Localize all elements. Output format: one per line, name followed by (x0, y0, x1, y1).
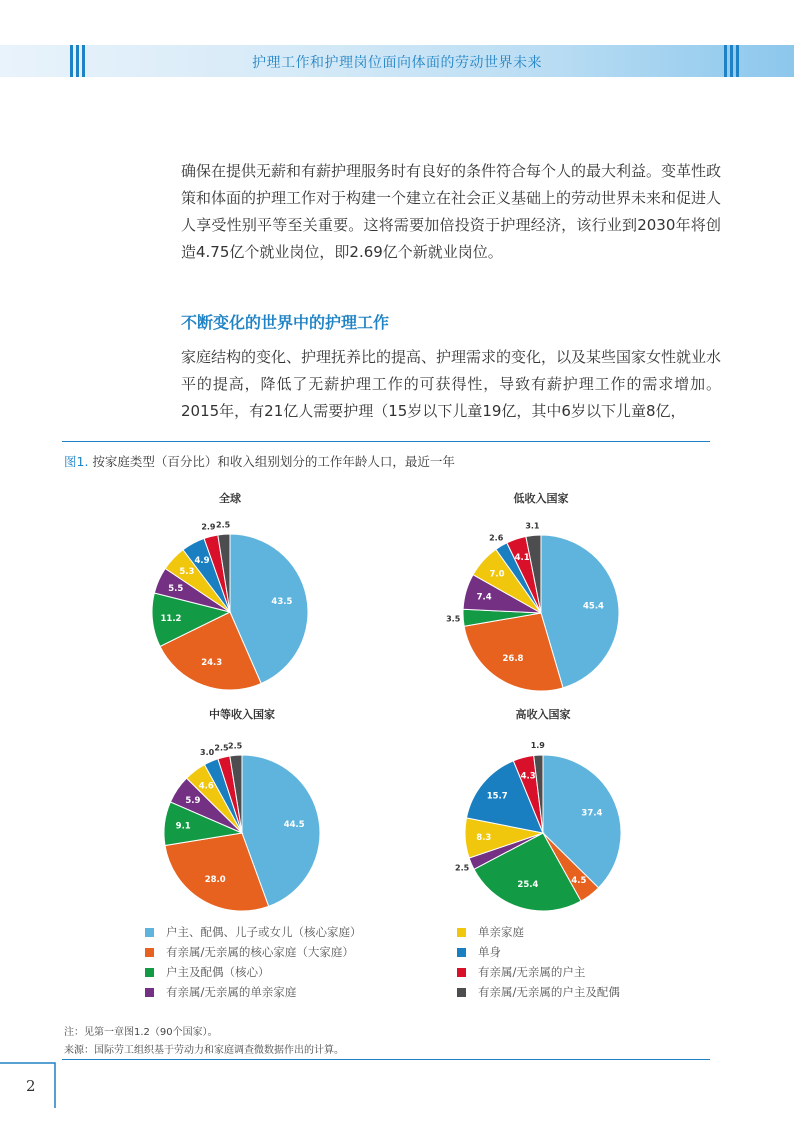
pie-slice-label: 4.1 (514, 552, 530, 563)
pie-charts (0, 480, 794, 920)
pie-slice-label: 7.0 (489, 569, 505, 580)
figure-caption (64, 452, 455, 470)
pie-slice-label: 26.8 (502, 654, 524, 664)
pie-title: 高收入国家 (515, 708, 571, 721)
pie-slice-label: 2.5 (455, 863, 470, 873)
pie-slice-label: 2.6 (489, 533, 504, 543)
legend-item (145, 962, 362, 982)
legend-item (145, 942, 362, 962)
figure-caption-text: 按家庭类型（百分比）和收入组别划分的工作年龄人口，最近一年 (92, 454, 455, 469)
pie-slice-label: 3.0 (200, 748, 215, 758)
pie-slice-label: 2.5 (214, 743, 229, 753)
pie-slice-label: 24.3 (201, 657, 223, 668)
pie-slice-label: 3.1 (525, 521, 540, 531)
legend-swatch (145, 988, 154, 997)
pie-slice-label: 4.5 (571, 876, 587, 887)
pie-slice-label: 9.1 (175, 821, 191, 832)
legend-swatch (457, 968, 466, 977)
pie-slice-label: 5.3 (179, 567, 195, 578)
intro-paragraph (181, 158, 721, 266)
legend-item (457, 962, 620, 982)
page-number: 2 (26, 1077, 36, 1095)
pie-slice-label: 2.9 (201, 522, 216, 532)
pie-slice-label: 11.2 (160, 614, 182, 625)
legend-label: 有亲属/无亲属的户主及配偶 (478, 985, 620, 999)
legend-left (145, 922, 362, 1002)
legend-swatch (145, 928, 154, 937)
pie-slice-label: 7.4 (476, 592, 492, 603)
section-paragraph-text: 家庭结构的变化、护理抚养比的提高、护理需求的变化，以及某些国家女性就业水平的提高，降低了无薪护理工作的可获得性，导致有薪护理工作的需求增加。2015年，有21亿人需要护理（15岁以下儿童19亿，其中6岁以下儿童8亿， (181, 348, 722, 420)
pie-slice-label: 4.9 (194, 555, 210, 566)
legend-swatch (145, 948, 154, 957)
pie-slice-label: 1.9 (530, 741, 545, 751)
pie-slice-label: 43.5 (271, 597, 293, 608)
legend-label: 单身 (478, 945, 501, 959)
figure-note: 注：见第一章图1.2（90个国家）。 (64, 1027, 218, 1038)
legend-swatch (145, 968, 154, 977)
pie-slice-label: 37.4 (581, 808, 603, 819)
pie-slice-label: 44.5 (283, 819, 305, 830)
legend-label: 有亲属/无亲属的核心家庭（大家庭） (166, 945, 354, 959)
legend-swatch (457, 948, 466, 957)
pie-title: 低收入国家 (513, 492, 569, 505)
legend-swatch (457, 988, 466, 997)
legend-right (457, 922, 620, 1002)
pie-chart-global (152, 491, 308, 690)
pie-slice-label: 2.5 (228, 741, 243, 751)
legend-label: 有亲属/无亲属的单亲家庭 (166, 985, 297, 999)
legend-label: 户主、配偶、儿子或女儿（核心家庭） (166, 925, 362, 939)
figure-top-rule (62, 441, 710, 442)
figure-label: 图1. (64, 454, 89, 469)
pie-slice-label: 28.0 (204, 874, 226, 885)
pie-slice-label: 25.4 (517, 879, 539, 890)
section-paragraph (181, 344, 721, 425)
figure-bottom-rule (62, 1059, 710, 1060)
pie-slice-label: 2.5 (216, 520, 231, 530)
pie-slice-label: 45.4 (583, 601, 604, 612)
legend-label: 户主及配偶（核心） (166, 965, 270, 979)
pie-slice-label: 4.6 (198, 781, 214, 792)
legend-item (457, 982, 620, 1002)
legend-item (457, 942, 620, 962)
section-title: 不断变化的世界中的护理工作 (181, 313, 390, 332)
intro-paragraph-text: 确保在提供无薪和有薪护理服务时有良好的条件符合每个人的最大利益。变革性政策和体面的护理工作对于构建一个建立在社会正义基础上的劳动世界未来和促进人人享受性别平等至关重要。这将需要加倍投资于护理经济，该行业到2030年将创造4.75亿个就业岗位，即2.69亿个新就业岗位。 (181, 162, 722, 261)
legend-swatch (457, 928, 466, 937)
pie-chart-high-income (455, 707, 621, 911)
pie-title: 全球 (219, 492, 241, 505)
pie-chart-middle-income (164, 707, 320, 911)
legend-item (145, 982, 362, 1002)
pie-slice-label: 15.7 (486, 791, 508, 802)
pie-slice-label: 8.3 (476, 832, 492, 843)
header-title: 护理工作和护理岗位面向体面的劳动世界未来 (252, 55, 542, 71)
pie-slice-label: 5.5 (168, 583, 184, 594)
pie-slice-label: 4.3 (520, 771, 536, 782)
legend-item (457, 922, 620, 942)
pie-slice-label: 3.5 (446, 614, 461, 624)
legend-item (145, 922, 362, 942)
legend-label: 单亲家庭 (478, 925, 524, 939)
pie-slice-label: 5.9 (185, 795, 201, 806)
pie-chart-low-income (446, 491, 619, 691)
pie-title: 中等收入国家 (209, 708, 275, 721)
figure-source: 来源：国际劳工组织基于劳动力和家庭调查微数据作出的计算。 (64, 1045, 344, 1056)
legend-label: 有亲属/无亲属的户主 (478, 965, 586, 979)
